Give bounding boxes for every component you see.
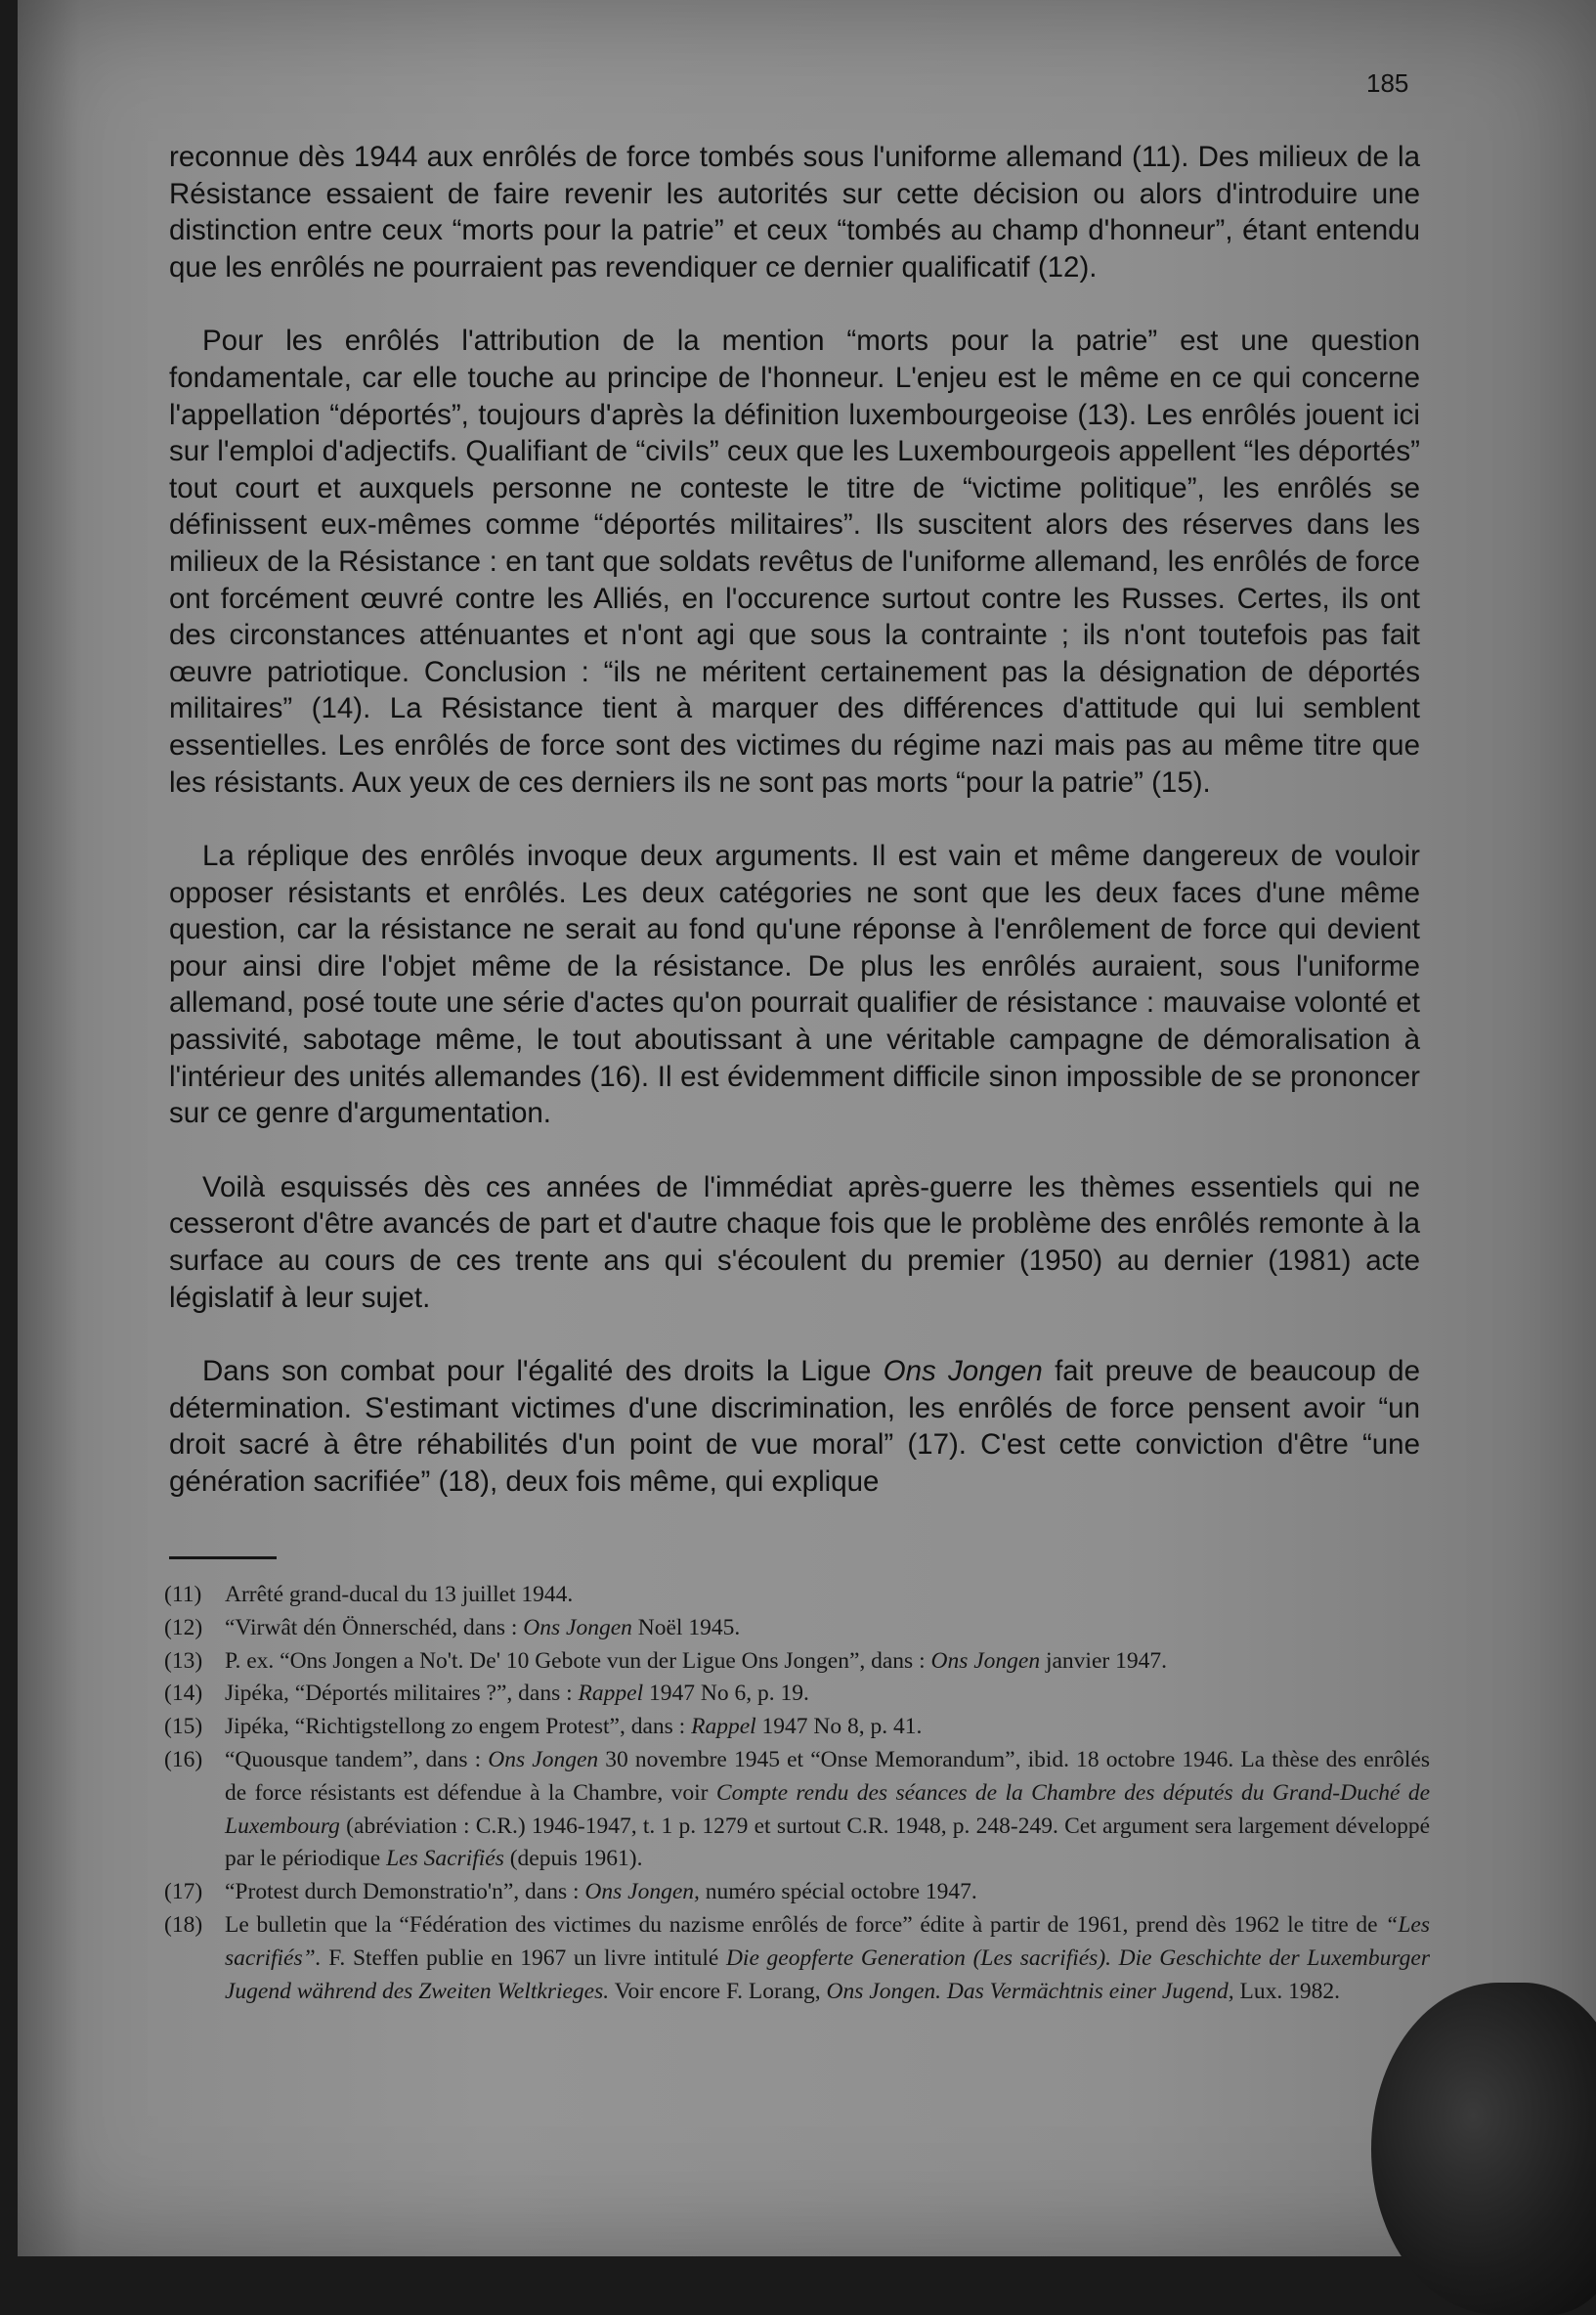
- footnote-segment: numéro spécial octobre 1947.: [699, 1879, 977, 1905]
- footnote-text: [225, 1711, 1430, 1744]
- footnote: [164, 1876, 1430, 1909]
- footnote-text: [225, 1876, 1430, 1909]
- footnote-segment: Noël 1945.: [631, 1614, 741, 1640]
- footnote-segment: 1947 No 8, p. 41.: [755, 1714, 923, 1740]
- paragraph-text: fait preuve de beaucoup de détermination. S'estimant victimes d'une discrimination, les enrôlés de force pensent avoir “un droit sacré à être réhabilités d'un point de vue moral” (17). C'est cette conviction d'être “une génération sacrifiée” (18), deux fois même, qui explique: [169, 1355, 1420, 1498]
- book-page: [18, 0, 1596, 2256]
- footnote: [164, 1645, 1430, 1679]
- footnote-segment: Lux. 1982.: [1233, 1978, 1340, 2004]
- footnote-italic: Ons Jongen,: [584, 1879, 700, 1905]
- footnote-segment: (depuis 1961).: [503, 1846, 643, 1872]
- footnote-italic: Ons Jongen. Das Vermächtnis einer Jugend,: [826, 1978, 1234, 2004]
- footnote-italic: Rappel: [578, 1681, 644, 1707]
- footnote-segment: janvier 1947.: [1040, 1647, 1167, 1674]
- page-number: 185: [1366, 68, 1409, 98]
- thumb-shadow: [1371, 1983, 1596, 2315]
- footnote: [164, 1711, 1430, 1744]
- footnote-segment: Jipéka, “Déportés militaires ?”, dans :: [225, 1681, 579, 1707]
- paragraph: reconnue dès 1944 aux enrôlés de force tombés sous l'uniforme allemand (11). Des milieux de la Résistance essaient de faire revenir les autorités sur cette décision ou alors d'introduire une distinction entre ceux “morts pour la patrie” et ceux “tombés au champ d'honneur”, étant entendu que les enrôlés ne pourraient pas revendiquer ce dernier qualificatif (12).: [169, 141, 1420, 284]
- footnote-number: (14): [164, 1681, 203, 1707]
- footnote-segment: “Protest durch Demonstratio'n”, dans :: [225, 1879, 585, 1905]
- footnote-segment: “Virwât dén Önnerschéd, dans :: [225, 1614, 524, 1640]
- footnote-text: [225, 1678, 1430, 1711]
- footnote-italic: Ons Jongen: [523, 1614, 632, 1640]
- footnote-italic: Ons Jongen: [930, 1647, 1041, 1674]
- footnote: [164, 1612, 1430, 1645]
- footnote-italic: Compte rendu des séances de la Chambre des députés du Grand-Duché de Luxembourg: [225, 1779, 1431, 1839]
- footnote-segment: (abréviation : C.R.) 1946-1947, t. 1 p. 1279 et surtout C.R. 1948, p. 248-249. Cet argument sera largement développé par le périodique: [225, 1813, 1430, 1872]
- footnote-segment: Le bulletin que la “Fédération des victimes du nazisme enrôlés de force” édite à partir de 1961, prend dès 1962 le titre de: [225, 1911, 1386, 1938]
- footnote-number: (17): [164, 1879, 203, 1905]
- footnote-number: (11): [164, 1582, 202, 1607]
- footnote-number: (16): [164, 1746, 203, 1772]
- footnote-number: (18): [164, 1911, 203, 1938]
- footnote-italic: Rappel: [691, 1714, 756, 1740]
- footnote-segment: P. ex. “Ons Jongen a No't. De' 10 Gebote vun der Ligue Ons Jongen”, dans :: [225, 1647, 931, 1674]
- footnote-text: [225, 1744, 1430, 1876]
- paragraph-text: Dans son combat pour l'égalité des droits la Ligue: [202, 1355, 884, 1388]
- body-text: [169, 139, 1420, 1538]
- footnote-separator: [169, 1556, 277, 1559]
- paragraph: Voilà esquissés dès ces années de l'immédiat après-guerre les thèmes essentiels qui ne cesseront d'être avancés de part et d'autre chaque fois que le problème des enrôlés remonte à la surface au cours de ces trente ans qui s'écoulent du premier (1950) au dernier (1981) acte législatif à leur sujet.: [169, 1170, 1420, 1314]
- footnote-segment: Arrêté grand-ducal du 13 juillet 1944.: [225, 1582, 574, 1607]
- footnote-segment: “Quousque tandem”, dans :: [225, 1746, 489, 1772]
- footnote-number: (15): [164, 1714, 203, 1740]
- footnote-segment: 1947 No 6, p. 19.: [643, 1681, 809, 1707]
- footnote-segment: 30 novembre 1945 et “Onse Memorandum”, ibid. 18 octobre 1946. La thèse des enrôlés de force résistants est défendue à la Chambre, voir: [225, 1746, 1430, 1806]
- footnote-italic: Die geopferte Generation (Les sacrifiés). Die Geschichte der Luxemburger Jugend während des Zweiten Weltkrieges.: [225, 1944, 1430, 2004]
- footnote: [164, 1678, 1430, 1711]
- footnote-text: [225, 1612, 1430, 1645]
- footnote-italic: Ons Jongen: [488, 1746, 599, 1772]
- footnote-number: (12): [164, 1614, 203, 1640]
- footnote: [164, 1744, 1430, 1876]
- italic-title: Ons Jongen: [883, 1355, 1043, 1388]
- paragraph: La réplique des enrôlés invoque deux arguments. Il est vain et même dangereux de vouloir opposer résistants et enrôlés. Les deux catégories ne sont que les deux faces d'une même question, car la résistance ne serait au fond qu'une réponse à l'enrôlement de force qui devient pour ainsi dire l'objet même de la résistance. De plus les enrôlés auraient, sous l'uniforme allemand, posé toute une série d'actes qu'on pourrait qualifier de résistance : mauvaise volonté et passivité, sabotage même, le tout aboutissant à une véritable campagne de démoralisation à l'intérieur des unités allemandes (16). Il est évidemment difficile sinon impossible de se prononcer sur ce genre d'argumentation.: [169, 840, 1420, 1130]
- footnote: [164, 1909, 1430, 2008]
- paragraph: Pour les enrôlés l'attribution de la mention “morts pour la patrie” est une question fondamentale, car elle touche au principe de l'honneur. L'enjeu est le même en ce qui concerne l'appellation “déportés”, toujours d'après la définition luxembourgeoise (13). Les enrôlés jouent ici sur l'emploi d'adjectifs. Qualifiant de “civiIs” ceux que les Luxembourgeois appellent “les déportés” tout court et auxquels personne ne conteste le titre de “victime politique”, les enrôlés se définissent eux-mêmes comme “déportés militaires”. Ils suscitent alors des réserves dans les milieux de la Résistance : en tant que soldats revêtus de l'uniforme allemand, les enrôlés de force ont forcément œuvré contre les Alliés, en l'occurence surtout contre les Russes. Certes, ils ont des circonstances atténuantes et n'ont agi que sous la contrainte ; ils n'ont toutefois pas fait œuvre patriotique. Conclusion : “ils ne méritent certainement pas la désignation de déportés militaires” (14). La Résistance tient à marquer des différences d'attitude qui lui semblent essentielles. Les enrôlés de force sont des victimes du régime nazi mais pas au même titre que les résistants. Aux yeux de ces derniers ils ne sont pas morts “pour la patrie” (15).: [169, 325, 1420, 799]
- footnote-segment: Jipéka, “Richtigstellong zo engem Protest”, dans :: [225, 1714, 692, 1740]
- paragraph: [169, 1353, 1420, 1500]
- footnote-segment: Voir encore F. Lorang,: [609, 1978, 827, 2004]
- footnote-italic: Les Sacrifiés: [386, 1846, 504, 1872]
- footnote: [164, 1579, 1430, 1612]
- footnotes: [164, 1579, 1430, 2008]
- footnote-segment: F. Steffen publie en 1967 un livre intitulé: [321, 1944, 726, 1971]
- footnote-text: [225, 1645, 1430, 1679]
- footnote-text: [225, 1909, 1430, 2008]
- footnote-number: (13): [164, 1647, 203, 1674]
- footnote-italic: “Les sacrifiés”.: [225, 1911, 1430, 1971]
- footnote-text: [225, 1579, 1430, 1612]
